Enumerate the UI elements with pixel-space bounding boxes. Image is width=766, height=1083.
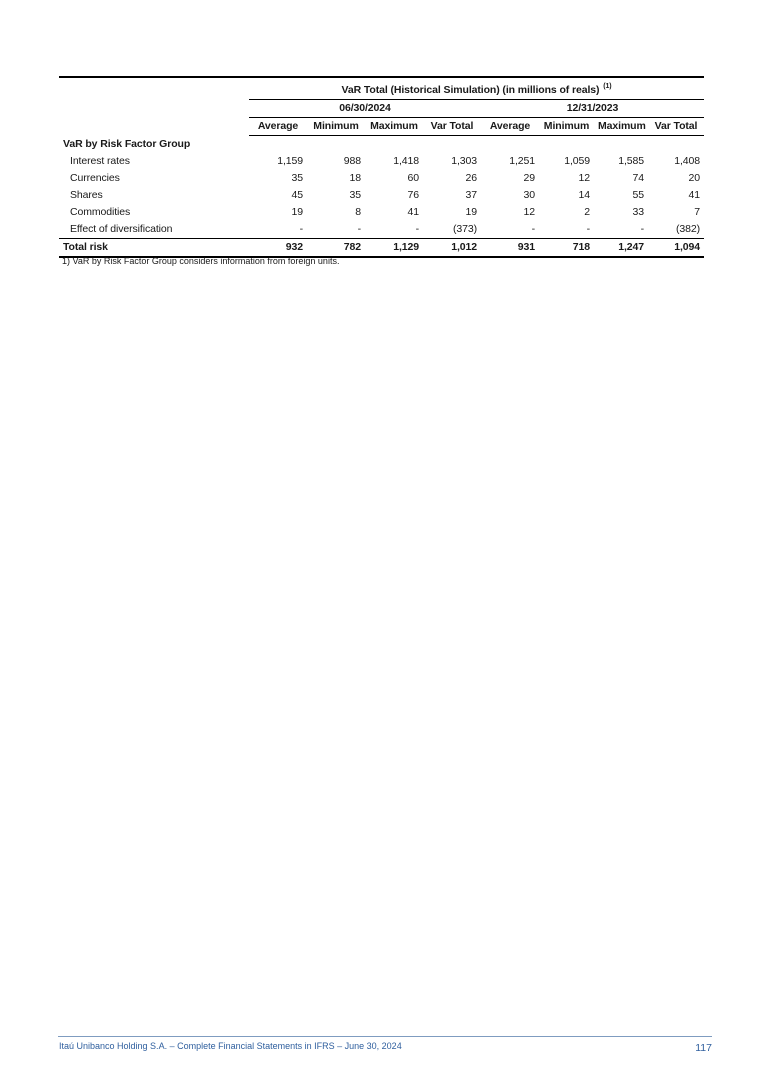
value-cell: 1,408	[674, 155, 701, 167]
table-row	[59, 187, 704, 204]
value-cell: 1,418	[393, 155, 419, 167]
value-cell: 76	[407, 189, 419, 201]
value-cell: 33	[632, 206, 644, 218]
value-cell: 55	[632, 189, 644, 201]
period-header-2024: 06/30/2024	[249, 100, 481, 118]
value-cell: 35	[291, 172, 303, 184]
value-cell: 60	[407, 172, 419, 184]
table-row	[59, 204, 704, 221]
value-cell: (382)	[676, 223, 701, 235]
value-cell: 14	[578, 189, 590, 201]
total-cell: 1,094	[648, 239, 704, 258]
col-header: Average	[249, 118, 307, 136]
col-header: Average	[481, 118, 539, 136]
value-cell: 988	[343, 155, 361, 167]
total-cell: 1,247	[594, 239, 648, 258]
table-title-footnote-ref: (1)	[603, 83, 612, 90]
value-cell: 8	[355, 206, 361, 218]
value-cell: 37	[465, 189, 477, 201]
table-title-text: VaR Total (Historical Simulation) (in millions of reals)	[341, 84, 600, 96]
table-row	[59, 153, 704, 170]
value-cell: 74	[632, 172, 644, 184]
value-cell: 12	[523, 206, 535, 218]
row-label: Commodities	[70, 206, 131, 218]
total-cell: 932	[249, 239, 307, 258]
table-row	[59, 221, 704, 239]
value-cell: -	[357, 223, 361, 235]
value-cell: 1,159	[277, 155, 303, 167]
total-cell: 782	[307, 239, 365, 258]
period-header-2023: 12/31/2023	[481, 100, 704, 118]
total-cell: 718	[539, 239, 594, 258]
row-label: Currencies	[70, 172, 120, 184]
row-label: Interest rates	[70, 155, 130, 167]
col-header: Maximum	[594, 118, 648, 136]
column-header-row	[59, 118, 704, 136]
value-cell: -	[299, 223, 303, 235]
table-corner	[59, 77, 249, 100]
value-cell: 1,303	[451, 155, 477, 167]
value-cell: 18	[349, 172, 361, 184]
total-cell: 1,012	[423, 239, 481, 258]
value-cell: 1,059	[564, 155, 590, 167]
value-cell: 26	[465, 172, 477, 184]
value-cell: 35	[349, 189, 361, 201]
value-cell: 20	[688, 172, 701, 184]
value-cell: 45	[291, 189, 303, 201]
table-title	[249, 77, 704, 100]
value-cell: 29	[523, 172, 535, 184]
value-cell: 1,251	[509, 155, 535, 167]
total-label: Total risk	[59, 239, 249, 258]
table-row	[59, 170, 704, 187]
row-label: Shares	[70, 189, 103, 201]
row-label: Effect of diversification	[70, 223, 173, 235]
table-footnote: 1) VaR by Risk Factor Group considers information from foreign units.	[62, 256, 340, 266]
value-cell: -	[531, 223, 535, 235]
value-cell: -	[640, 223, 644, 235]
value-cell: 2	[584, 206, 590, 218]
col-header: Minimum	[307, 118, 365, 136]
total-cell: 1,129	[365, 239, 423, 258]
total-row	[59, 239, 704, 258]
value-cell: 41	[407, 206, 419, 218]
table-body	[59, 153, 704, 239]
total-cell: 931	[481, 239, 539, 258]
footer-text: Itaú Unibanco Holding S.A. – Complete Financial Statements in IFRS – June 30, 2024	[59, 1041, 402, 1051]
col-header: Var Total	[423, 118, 481, 136]
var-table	[59, 76, 704, 258]
value-cell: -	[586, 223, 590, 235]
col-header: Minimum	[539, 118, 594, 136]
col-header: Maximum	[365, 118, 423, 136]
value-cell: 7	[694, 206, 701, 218]
value-cell: 41	[688, 189, 701, 201]
value-cell: -	[415, 223, 419, 235]
value-cell: 19	[465, 206, 477, 218]
value-cell: 12	[578, 172, 590, 184]
value-cell: 30	[523, 189, 535, 201]
page-number: 117	[695, 1042, 712, 1054]
col-header: Var Total	[648, 118, 704, 136]
value-cell: (373)	[452, 223, 477, 235]
value-cell: 1,585	[618, 155, 644, 167]
section-label: VaR by Risk Factor Group	[63, 138, 191, 150]
footer-rule	[58, 1036, 712, 1037]
value-cell: 19	[291, 206, 303, 218]
